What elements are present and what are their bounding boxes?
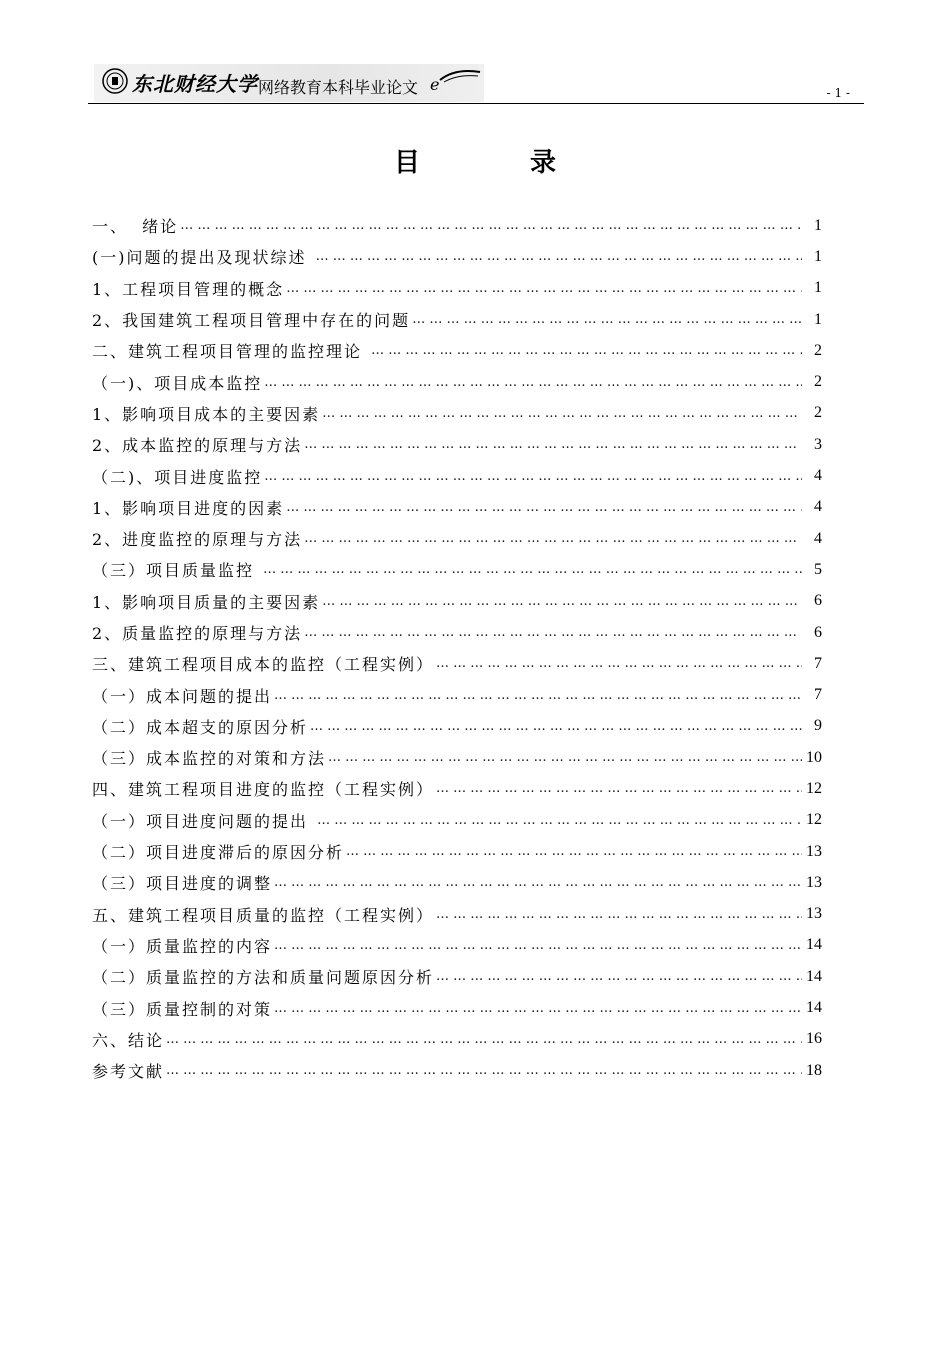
toc-leader-dots — [274, 875, 802, 890]
toc-leader-dots — [286, 281, 802, 296]
title-char: 目 — [393, 148, 420, 178]
e-dufe-emblem-icon — [430, 66, 490, 96]
toc-entry-label: 2、质量监控的原理与方法 — [92, 624, 303, 643]
toc-entry-page: 4 — [814, 498, 822, 516]
toc-entry[interactable] — [92, 366, 822, 397]
toc-entry-page: 1 — [814, 247, 822, 265]
toc-leader-dots — [436, 969, 802, 984]
toc-leader-dots — [264, 469, 802, 484]
toc-leader-dots — [328, 750, 802, 765]
toc-entry-label: 三、建筑工程项目成本的监控（工程实例） — [92, 655, 435, 675]
university-seal-icon — [102, 68, 128, 94]
toc-entry-label: 参考文献 — [92, 1062, 165, 1082]
toc-entry[interactable] — [92, 398, 822, 429]
toc-entry[interactable] — [92, 899, 822, 930]
toc-leader-dots — [264, 375, 802, 390]
toc-entry[interactable] — [92, 1024, 822, 1055]
toc-entry-label: （三）成本监控的对策和方法 — [92, 749, 327, 769]
page-header — [88, 64, 864, 104]
toc-entry-label: 五、建筑工程项目质量的监控（工程实例） — [92, 905, 435, 925]
toc-entry[interactable] — [92, 460, 822, 491]
toc-entry-page: 5 — [814, 560, 822, 578]
toc-entry-page: 13 — [806, 905, 822, 923]
toc-leader-dots — [436, 656, 802, 671]
toc-entry-label: （二）成本超支的原因分析 — [92, 717, 309, 737]
toc-entry[interactable] — [92, 742, 822, 773]
toc-entry-page: 7 — [814, 654, 822, 672]
toc-entry[interactable] — [92, 210, 822, 241]
toc-entry[interactable] — [92, 961, 822, 992]
toc-leader-dots — [274, 1001, 802, 1016]
header-rule — [88, 103, 864, 104]
toc-entry-page: 4 — [814, 529, 822, 547]
toc-entry-page: 2 — [814, 341, 822, 359]
toc-entry-label: 二、建筑工程项目管理的监控理论 — [92, 342, 370, 362]
toc-leader-dots — [180, 218, 802, 233]
toc-entry-page: 2 — [814, 373, 822, 391]
toc-entry-page: 13 — [806, 873, 822, 891]
toc-entry-page: 12 — [806, 811, 822, 829]
toc-leader-dots — [316, 249, 802, 264]
toc-entry-page: 1 — [814, 310, 822, 328]
toc-entry[interactable] — [92, 836, 822, 867]
toc-entry-label: 2、进度监控的原理与方法 — [92, 530, 303, 550]
toc-entry[interactable] — [92, 273, 822, 304]
toc-leader-dots — [286, 500, 802, 515]
header-subtitle: 网络教育本科毕业论文 — [258, 78, 419, 97]
toc-entry-label: （一）项目进度问题的提出 — [92, 811, 316, 831]
toc-entry-label: 2、我国建筑工程项目管理中存在的问题 — [92, 311, 411, 331]
page-number: - 1 - — [826, 86, 850, 100]
toc-entry-page: 1 — [814, 216, 822, 234]
toc-entry-page: 6 — [814, 623, 822, 641]
toc-entry-page: 14 — [806, 967, 822, 985]
toc-leader-dots — [346, 844, 802, 859]
toc-entry-label: （一）质量监控的内容 — [92, 936, 273, 956]
toc-entry-label: 1、影响项目质量的主要因素 — [92, 592, 321, 612]
toc-entry-label: （二）质量监控的方法和质量问题原因分析 — [92, 968, 435, 988]
toc-entry[interactable] — [92, 867, 822, 898]
toc-entry-page: 12 — [806, 779, 822, 797]
toc-entry-label: （三）项目质量监控 — [92, 561, 262, 581]
toc-leader-dots — [274, 938, 802, 953]
toc-leader-dots — [304, 437, 802, 452]
toc-leader-dots — [436, 907, 802, 922]
toc-entry-page: 9 — [814, 717, 822, 735]
toc-leader-dots — [310, 719, 802, 734]
toc-entry-label: （三）项目进度的调整 — [92, 874, 273, 894]
toc-entry-label: 六、结论 — [92, 1030, 165, 1050]
toc-entry-page: 1 — [814, 279, 822, 297]
toc-entry[interactable] — [92, 335, 822, 366]
toc-leader-dots — [274, 688, 802, 703]
title-char: 录 — [530, 148, 557, 178]
toc-leader-dots — [166, 1063, 802, 1078]
toc-leader-dots — [166, 1032, 802, 1047]
toc-entry-label: 2、成本监控的原理与方法 — [92, 436, 303, 456]
toc-entry[interactable] — [92, 773, 822, 804]
toc-entry-label: （二)、项目进度监控 — [92, 467, 263, 487]
toc-entry-label: （二）项目进度滞后的原因分析 — [92, 843, 345, 863]
toc-entry[interactable] — [92, 648, 822, 679]
toc-entry-label: （一)、项目成本监控 — [92, 373, 263, 393]
toc-entry-page: 2 — [814, 404, 822, 422]
toc-entry-label: 四、建筑工程项目进度的监控（工程实例） — [92, 780, 435, 800]
toc-entry-label: 1、影响项目成本的主要因素 — [92, 404, 321, 424]
toc-entry[interactable] — [92, 241, 822, 272]
toc-title — [0, 142, 950, 179]
toc-entry-label: （一）成本问题的提出 — [92, 686, 273, 706]
toc-leader-dots — [304, 531, 802, 546]
toc-entry-page: 16 — [806, 1030, 822, 1048]
toc-entry-label: 1、工程项目管理的概念 — [92, 279, 285, 299]
toc-entry-page: 13 — [806, 842, 822, 860]
toc-entry-page: 6 — [814, 592, 822, 610]
toc-leader-dots — [322, 406, 802, 421]
toc-entry[interactable] — [92, 429, 822, 460]
toc-entry-page: 4 — [814, 467, 822, 485]
toc-entry-label: 1、影响项目进度的因素 — [92, 498, 285, 518]
toc-entry-page: 7 — [814, 686, 822, 704]
toc-leader-dots — [322, 594, 802, 609]
toc-entry[interactable] — [92, 492, 822, 523]
toc-entry[interactable] — [92, 554, 822, 585]
university-name: 东北财经大学 — [132, 72, 258, 96]
toc-leader-dots — [304, 625, 802, 640]
toc-entry-label: 一、 绪论 — [92, 217, 179, 237]
toc-entry[interactable] — [92, 679, 822, 710]
toc-entry-page: 3 — [814, 435, 822, 453]
toc-entry[interactable] — [92, 304, 822, 335]
toc-entry[interactable] — [92, 523, 822, 554]
toc-entry[interactable] — [92, 586, 822, 617]
toc-entry[interactable] — [92, 805, 822, 836]
toc-entry[interactable] — [92, 711, 822, 742]
svg-text:e: e — [430, 75, 440, 94]
toc-leader-dots — [371, 343, 802, 358]
toc-entry-label: (一)问题的提出及现状综述 — [92, 248, 314, 268]
toc-entry-page: 18 — [806, 1061, 822, 1079]
toc-leader-dots — [263, 562, 802, 577]
toc-entry[interactable] — [92, 617, 822, 648]
toc-entry-label: （三）质量控制的对策 — [92, 999, 273, 1019]
toc-entry-page: 14 — [806, 936, 822, 954]
toc-entry[interactable] — [92, 1055, 822, 1086]
toc-entry[interactable] — [92, 930, 822, 961]
toc-leader-dots — [436, 781, 802, 796]
toc-entry-page: 14 — [806, 999, 822, 1017]
toc-entry[interactable] — [92, 992, 822, 1023]
header-logo-banner — [94, 64, 484, 102]
toc-entry-page: 10 — [806, 748, 822, 766]
toc-leader-dots — [412, 312, 802, 327]
table-of-contents — [92, 210, 822, 1086]
toc-leader-dots — [317, 813, 802, 828]
